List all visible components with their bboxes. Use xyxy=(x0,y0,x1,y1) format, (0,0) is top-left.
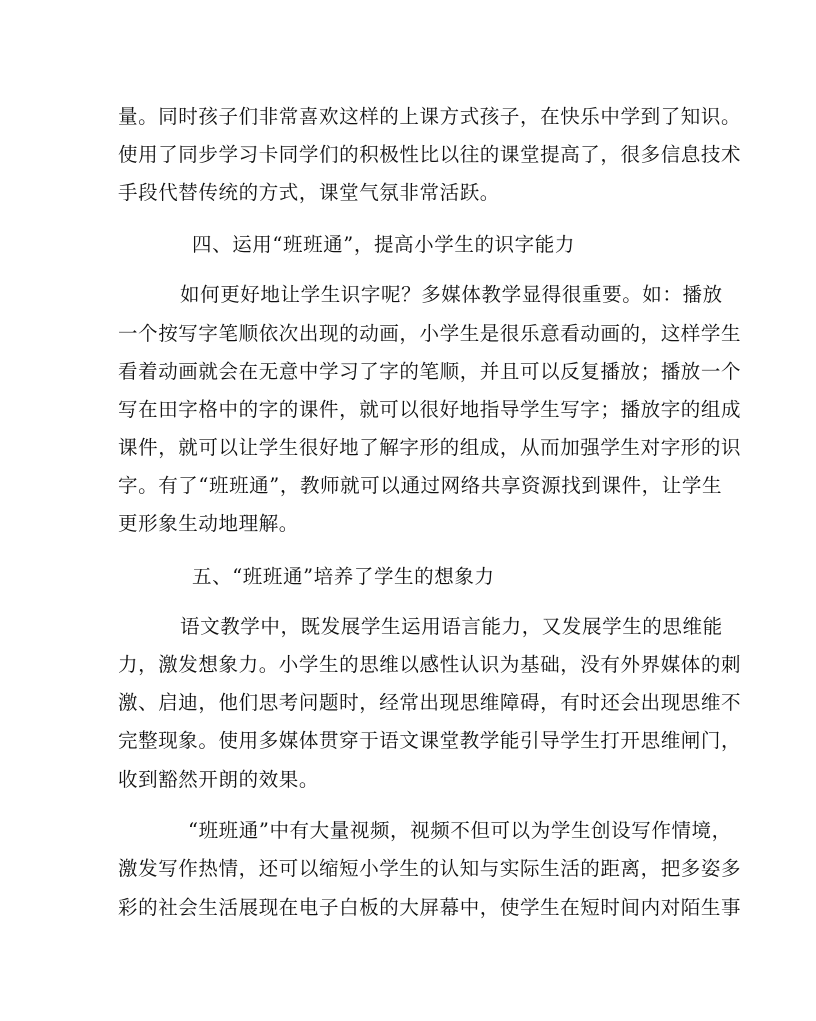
paragraph-line: “班班通”中有大量视频，视频不但可以为学生创设写作情境， xyxy=(188,819,732,842)
paragraph-line: 量。同时孩子们非常喜欢这样的上课方式孩子，在快乐中学到了知识。 xyxy=(118,105,742,128)
paragraph-line: 写在田字格中的字的课件，就可以很好地指导学生写字；播放字的组成 xyxy=(118,398,742,421)
paragraph-line: 如何更好地让学生识字呢？多媒体教学显得很重要。如：播放 xyxy=(180,283,723,306)
paragraph-line: 使用了同步学习卡同学们的积极性比以往的课堂提高了，很多信息技术 xyxy=(118,143,742,166)
paragraph-line: 彩的社会生活展现在电子白板的大屏幕中，使学生在短时间内对陌生事 xyxy=(118,896,742,919)
paragraph-line: 语文教学中，既发展学生运用语言能力，又发展学生的思维能 xyxy=(180,615,723,638)
paragraph-line: 字。有了“班班通”，教师就可以通过网络共享资源找到课件，让学生 xyxy=(118,474,723,497)
paragraph-line: 力，激发想象力。小学生的思维以感性认识为基础，没有外界媒体的刺 xyxy=(118,653,742,676)
paragraph-line: 完整现象。使用多媒体贯穿于语文课堂教学能引导学生打开思维闸门， xyxy=(118,729,742,752)
paragraph-line: 收到豁然开朗的效果。 xyxy=(118,768,320,791)
paragraph-line: 更形象生动地理解。 xyxy=(118,512,299,535)
paragraph-line: 手段代替传统的方式，课堂气氛非常活跃。 xyxy=(118,181,500,204)
paragraph-line: 激发写作热情，还可以缩短小学生的认知与实际生活的距离，把多姿多 xyxy=(118,857,742,880)
section-heading: 五、“班班通”培养了学生的想象力 xyxy=(192,565,495,588)
paragraph-line: 看着动画就会在无意中学习了字的笔顺，并且可以反复播放；播放一个 xyxy=(118,360,742,383)
section-heading: 四、运用“班班通”，提高小学生的识字能力 xyxy=(192,233,575,256)
paragraph-line: 激、启迪，他们思考问题时，经常出现思维障碍，有时还会出现思维不 xyxy=(118,691,742,714)
paragraph-line: 一个按写字笔顺依次出现的动画，小学生是很乐意看动画的，这样学生 xyxy=(118,322,742,345)
paragraph-line: 课件，就可以让学生很好地了解字形的组成，从而加强学生对字形的识 xyxy=(118,436,742,459)
